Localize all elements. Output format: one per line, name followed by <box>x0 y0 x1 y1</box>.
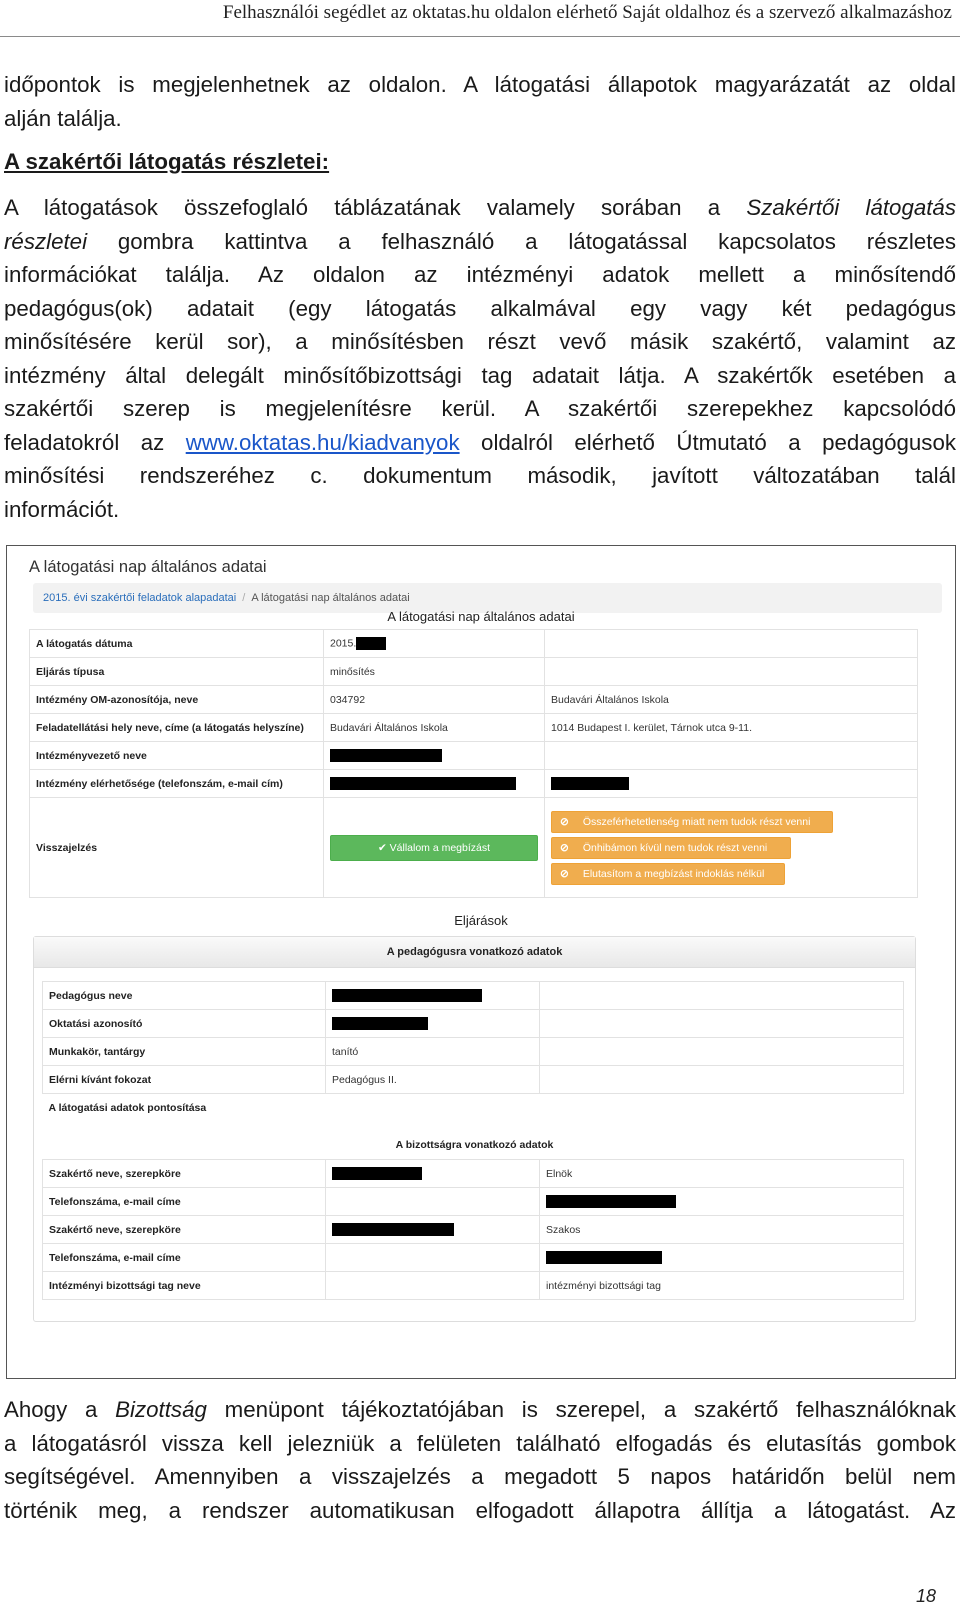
paragraph-line <box>4 225 956 259</box>
expert1-role: Elnök <box>540 1160 904 1188</box>
site-name: Budavári Általános Iskola <box>324 714 545 742</box>
table-row <box>30 658 918 686</box>
paragraph-line: a látogatásról vissza kell jelezniük a felületen található elfogadás és elutasítás gombok <box>4 1430 956 1456</box>
redaction-bar <box>332 989 482 1002</box>
level-label: Elérni kívánt fokozat <box>43 1066 326 1094</box>
redaction-bar <box>546 1195 676 1208</box>
teacher-table <box>42 981 904 1122</box>
type-label: Eljárás típusa <box>30 658 324 686</box>
general-data-table <box>29 629 918 898</box>
button-label: Összeférhetetlenség miatt nem tudok részt venni <box>582 815 811 828</box>
section-heading: A szakértői látogatás részletei: <box>4 149 330 174</box>
paragraph-line <box>4 1393 956 1427</box>
phone2-label: Telefonszáma, e-mail címe <box>43 1244 326 1272</box>
paragraph-line: történik meg, a rendszer automatikusan elfogadott állapotra állítja a látogatást. Az <box>4 1497 956 1523</box>
intro-line: alján találja. <box>4 105 122 131</box>
text-run: feladatokról az <box>4 429 186 455</box>
paragraph-line <box>4 426 956 460</box>
text-run: oldalról elérhető Útmutató a pedagógusok <box>459 429 957 455</box>
redaction-bar <box>330 777 516 790</box>
accept-button[interactable]: ✔ Vállalom a megbízást <box>330 835 538 861</box>
teacher-panel <box>33 936 916 1322</box>
table-row <box>43 1160 904 1188</box>
table-row <box>30 686 918 714</box>
table-row <box>43 1094 904 1122</box>
paragraph-line: információt. <box>4 496 120 522</box>
decline-conflict-button[interactable] <box>551 811 833 833</box>
teacher-panel-title: A pedagógusra vonatkozó adatok <box>34 937 915 968</box>
om-name: Budavári Általános Iskola <box>545 686 918 714</box>
date-value <box>324 630 545 658</box>
text-run-italic: Bizottság <box>115 1397 207 1422</box>
paragraph-line: minősítésére kerül sor), a minősítésben részt vevő másik szakértő, valamint az <box>4 329 956 354</box>
decline-no-reason-button[interactable] <box>551 863 785 885</box>
breadcrumb-link[interactable]: 2015. évi szakértői feladatok alapadatai <box>43 592 237 604</box>
level-value: Pedagógus II. <box>326 1066 540 1094</box>
head-label: Intézményvezető neve <box>30 742 324 770</box>
text-run: menüpont tájékoztatójában is szerepel, a szakértő felhasználóknak <box>206 1397 956 1422</box>
redaction-bar <box>330 749 442 762</box>
refine-label: A látogatási adatok pontosítása <box>48 1101 207 1114</box>
ban-icon: ⊘ <box>560 841 569 854</box>
paragraph-line: minősítési rendszeréhez c. dokumentum második, javított változatában talál <box>4 463 956 488</box>
expert2-role: Szakos <box>540 1216 904 1244</box>
button-label: Önhibámon kívül nem tudok részt venni <box>582 841 768 854</box>
table-row <box>30 630 918 658</box>
table-row <box>30 742 918 770</box>
decline-unavailable-button[interactable] <box>551 837 791 859</box>
ban-icon: ⊘ <box>560 867 569 880</box>
teacher-id-label: Oktatási azonosító <box>43 1010 326 1038</box>
procedures-title: Eljárások <box>454 913 508 928</box>
intro-line: időpontok is megjelenhetnek az oldalon. A látogatási állapotok magyarázatát az oldal <box>4 72 956 97</box>
redaction-bar <box>332 1223 454 1236</box>
general-data-title: A látogatási nap általános adatai <box>387 609 575 624</box>
outro-paragraph <box>4 1393 956 1527</box>
page-number: 18 <box>915 1586 936 1606</box>
embedded-screenshot <box>6 545 956 1379</box>
redaction-bar <box>356 637 386 650</box>
member-role: intézményi bizottsági tag <box>540 1272 904 1300</box>
table-row <box>30 770 918 798</box>
table-row <box>43 1216 904 1244</box>
feedback-label: Visszajelzés <box>30 798 324 898</box>
table-row <box>43 1038 904 1066</box>
redaction-bar <box>551 777 629 790</box>
paragraph-line: pedagógus(ok) adatait (egy látogatás alkalmával egy vagy két pedagógus <box>4 295 956 321</box>
intro-paragraph <box>4 68 956 135</box>
teacher-name-label: Pedagógus neve <box>43 982 326 1010</box>
page-header <box>0 0 960 37</box>
table-row <box>30 714 918 742</box>
text-run-italic: Szakértői látogatás <box>746 195 956 220</box>
contact-label: Intézmény elérhetősége (telefonszám, e-mail cím) <box>30 770 324 798</box>
job-label: Munkakör, tantárgy <box>43 1038 326 1066</box>
table-row <box>43 1272 904 1300</box>
table-row <box>43 1010 904 1038</box>
paragraph-line: segítségével. Amennyiben a visszajelzés a megadott 5 napos határidőn belül nem <box>4 1464 956 1489</box>
redaction-bar <box>332 1017 428 1030</box>
screenshot-title: A látogatási nap általános adatai <box>29 558 267 576</box>
text-run: Ahogy a <box>4 1397 116 1422</box>
committee-title: A bizottságra vonatkozó adatok <box>395 1139 554 1151</box>
paragraph-line <box>4 191 956 225</box>
kiadvanyok-link[interactable]: www.oktatas.hu/kiadvanyok <box>185 429 460 455</box>
breadcrumb-current: A látogatási nap általános adatai <box>251 592 410 604</box>
redaction-bar <box>546 1251 662 1264</box>
committee-table <box>42 1159 904 1300</box>
text-run-italic: részletei <box>4 228 88 254</box>
text-run: gombra kattintva a felhasználó a látogatással kapcsolatos részletes <box>87 228 956 254</box>
table-row <box>43 982 904 1010</box>
expert2-label: Szakértő neve, szerepköre <box>43 1216 326 1244</box>
expert1-label: Szakértő neve, szerepköre <box>43 1160 326 1188</box>
date-text: 2015. <box>330 637 357 650</box>
member-label: Intézményi bizottsági tag neve <box>43 1272 326 1300</box>
paragraph-line: információkat találja. Az oldalon az intézményi adatok mellett a minősítendő <box>4 262 956 287</box>
date-label: A látogatás dátuma <box>30 630 324 658</box>
table-row <box>30 798 918 898</box>
om-label: Intézmény OM-azonosítója, neve <box>30 686 324 714</box>
section-paragraph <box>4 191 956 526</box>
header-title: Felhasználói segédlet az oktatas.hu oldalon elérhető Saját oldalhoz és a szervező alkalmazáshoz <box>222 2 952 23</box>
site-address: 1014 Budapest I. kerület, Tárnok utca 9-11. <box>545 714 918 742</box>
table-row <box>43 1188 904 1216</box>
button-label: Elutasítom a megbízást indoklás nélkül <box>582 867 765 880</box>
phone1-label: Telefonszáma, e-mail címe <box>43 1188 326 1216</box>
paragraph-line: intézmény által delegált minősítőbizottsági tag adatait látja. A szakértők esetében a <box>4 362 956 388</box>
table-row <box>43 1244 904 1272</box>
breadcrumb-separator: / <box>242 592 246 604</box>
text-run: A látogatások összefoglaló táblázatának valamely sorában a <box>4 195 747 220</box>
paragraph-line: szakértői szerep is megjelenítésre kerül. A szakértői szerepekhez kapcsolódó <box>4 396 956 421</box>
redaction-bar <box>332 1167 422 1180</box>
type-value: minősítés <box>324 658 545 686</box>
ban-icon: ⊘ <box>560 815 569 828</box>
job-value: tanító <box>326 1038 540 1066</box>
site-label: Feladatellátási hely neve, címe (a látogatás helyszíne) <box>30 714 324 742</box>
table-row <box>43 1066 904 1094</box>
om-value: 034792 <box>324 686 545 714</box>
